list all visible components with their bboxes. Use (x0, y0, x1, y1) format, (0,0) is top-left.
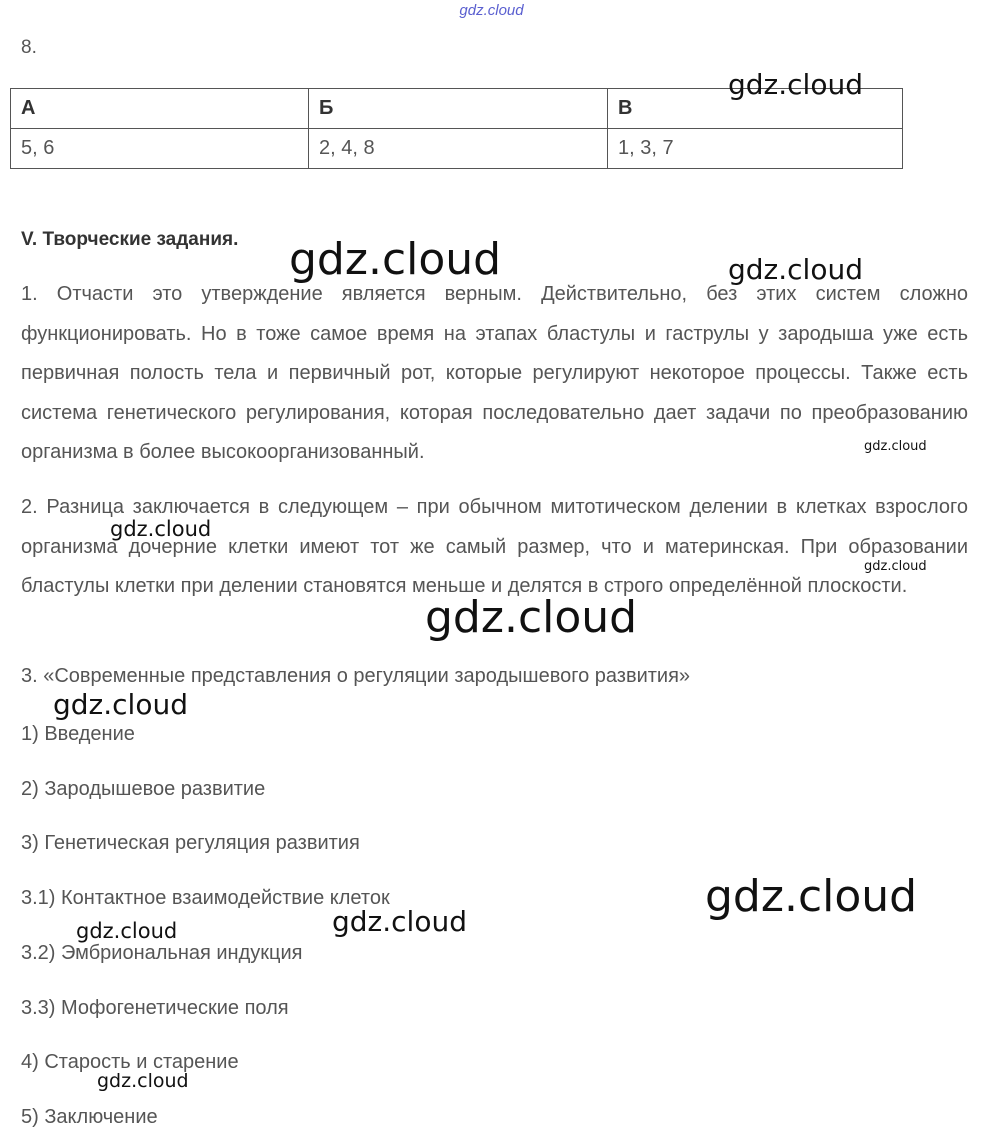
table-cell-v: 1, 3, 7 (608, 129, 903, 169)
task-number: 8. (21, 37, 37, 58)
list-item: 1) Введение (21, 723, 135, 745)
watermark: gdz.cloud (97, 1070, 189, 1092)
list-item: 5) Заключение (21, 1106, 158, 1128)
watermark: gdz.cloud (728, 68, 863, 101)
table-cell-a: 5, 6 (11, 129, 309, 169)
watermark: gdz.cloud (864, 559, 927, 574)
table-row (11, 129, 903, 169)
table-header-b: Б (309, 89, 608, 129)
watermark: gdz.cloud (110, 517, 212, 541)
table-header-v: В (608, 89, 903, 129)
list-item: 3.3) Мофогенетические поля (21, 997, 289, 1019)
list-item: 2) Зародышевое развитие (21, 778, 266, 800)
watermark: gdz.cloud (425, 592, 638, 643)
table-cell-b: 2, 4, 8 (309, 129, 608, 169)
table-header-a: А (11, 89, 309, 129)
paragraph-2: 2. Разница заключается в следующем – при обычном митотическом делении в клетках взрослого организма дочерние клетки имеют тот же самый размер, что и материнская. При образовании бластулы клетки при делении становятся меньше и делятся в строго определённой плоскости. (21, 496, 968, 597)
list-item: 3) Генетическая регуляция развития (21, 832, 360, 854)
list-item: 3.2) Эмбриональная индукция (21, 942, 303, 964)
paragraph-1: 1. Отчасти это утверждение является верным. Действительно, без этих систем сложно функционировать. Но в тоже самое время на этапах бластулы и гаструлы у зародыша уже есть первичная полость тела и первичный рот, которые регулируют некоторое процессы. Также есть система генетического регулирования, которая последовательно дает задачи по преобразованию организма в более высокоорганизованный. (21, 283, 968, 463)
watermark: gdz.cloud (332, 905, 467, 938)
watermark: gdz.cloud (728, 253, 863, 286)
watermark: gdz.cloud (289, 234, 502, 285)
top-watermark: gdz.cloud (459, 2, 524, 19)
watermark: gdz.cloud (53, 688, 188, 721)
watermark: gdz.cloud (864, 439, 927, 454)
section-title: V. Творческие задания. (21, 229, 239, 250)
list-item: 3.1) Контактное взаимодействие клеток (21, 887, 390, 909)
outline-title: 3. «Современные представления о регуляции зародышевого развития» (21, 665, 691, 687)
watermark: gdz.cloud (76, 919, 178, 943)
watermark: gdz.cloud (705, 871, 918, 922)
list-item: 4) Старость и старение (21, 1051, 239, 1073)
